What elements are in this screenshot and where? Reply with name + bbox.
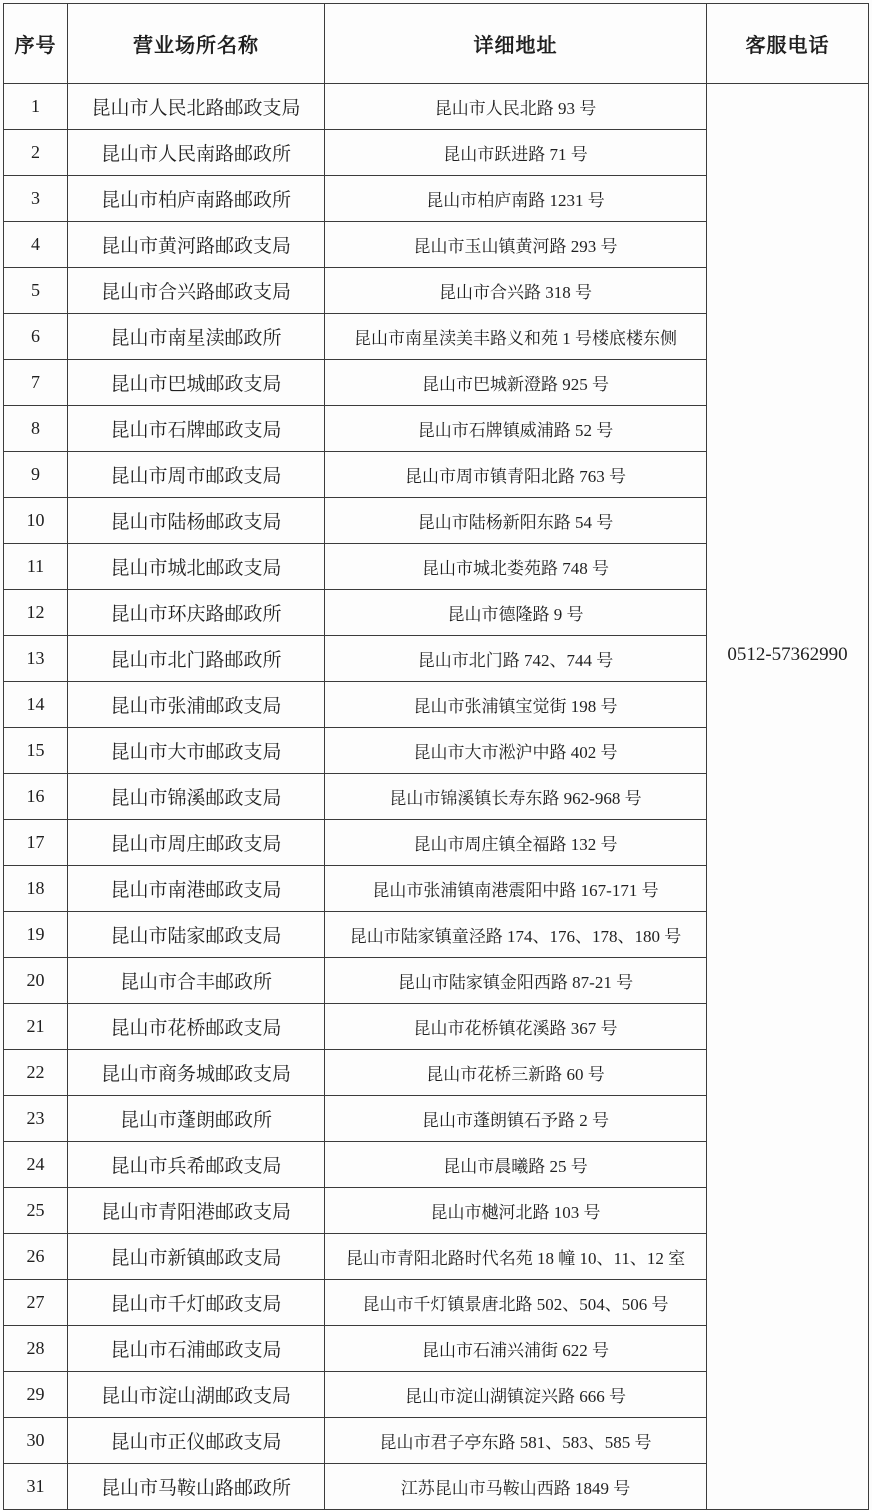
service-phone-cell — [707, 84, 869, 1510]
table-header — [4, 4, 869, 84]
office-name: 昆山市人民南路邮政所 — [68, 130, 325, 176]
header-serial-number: 序号 — [4, 4, 68, 84]
office-name: 昆山市柏庐南路邮政所 — [68, 176, 325, 222]
office-name: 昆山市陆家邮政支局 — [68, 912, 325, 958]
office-name: 昆山市正仪邮政支局 — [68, 1418, 325, 1464]
office-address: 昆山市青阳北路时代名苑 18 幢 10、11、12 室 — [325, 1234, 707, 1280]
office-name: 昆山市城北邮政支局 — [68, 544, 325, 590]
row-number: 21 — [4, 1004, 68, 1050]
office-name: 昆山市南星渎邮政所 — [68, 314, 325, 360]
row-number: 27 — [4, 1280, 68, 1326]
row-number: 20 — [4, 958, 68, 1004]
office-address: 昆山市蓬朗镇石予路 2 号 — [325, 1096, 707, 1142]
office-name: 昆山市石浦邮政支局 — [68, 1326, 325, 1372]
row-number: 10 — [4, 498, 68, 544]
office-name: 昆山市周市邮政支局 — [68, 452, 325, 498]
office-address: 昆山市跃进路 71 号 — [325, 130, 707, 176]
office-address: 昆山市周庄镇全福路 132 号 — [325, 820, 707, 866]
office-address: 昆山市巴城新澄路 925 号 — [325, 360, 707, 406]
office-address: 江苏昆山市马鞍山西路 1849 号 — [325, 1464, 707, 1510]
office-address: 昆山市花桥镇花溪路 367 号 — [325, 1004, 707, 1050]
office-name: 昆山市石牌邮政支局 — [68, 406, 325, 452]
office-name: 昆山市淀山湖邮政支局 — [68, 1372, 325, 1418]
row-number: 4 — [4, 222, 68, 268]
row-number: 26 — [4, 1234, 68, 1280]
row-number: 12 — [4, 590, 68, 636]
office-name: 昆山市张浦邮政支局 — [68, 682, 325, 728]
post-office-table — [3, 3, 869, 1510]
row-number: 17 — [4, 820, 68, 866]
office-address: 昆山市花桥三新路 60 号 — [325, 1050, 707, 1096]
office-address: 昆山市樾河北路 103 号 — [325, 1188, 707, 1234]
office-name: 昆山市周庄邮政支局 — [68, 820, 325, 866]
office-name: 昆山市马鞍山路邮政所 — [68, 1464, 325, 1510]
office-name: 昆山市北门路邮政所 — [68, 636, 325, 682]
office-address: 昆山市周市镇青阳北路 763 号 — [325, 452, 707, 498]
row-number: 18 — [4, 866, 68, 912]
office-address: 昆山市张浦镇宝觉街 198 号 — [325, 682, 707, 728]
row-number: 3 — [4, 176, 68, 222]
office-name: 昆山市兵希邮政支局 — [68, 1142, 325, 1188]
table-row — [4, 84, 869, 130]
row-number: 9 — [4, 452, 68, 498]
office-name: 昆山市人民北路邮政支局 — [68, 84, 325, 130]
row-number: 22 — [4, 1050, 68, 1096]
row-number: 19 — [4, 912, 68, 958]
office-address: 昆山市合兴路 318 号 — [325, 268, 707, 314]
office-name: 昆山市巴城邮政支局 — [68, 360, 325, 406]
office-address: 昆山市千灯镇景唐北路 502、504、506 号 — [325, 1280, 707, 1326]
row-number: 13 — [4, 636, 68, 682]
office-address: 昆山市石牌镇威浦路 52 号 — [325, 406, 707, 452]
office-address: 昆山市德隆路 9 号 — [325, 590, 707, 636]
row-number: 15 — [4, 728, 68, 774]
office-name: 昆山市南港邮政支局 — [68, 866, 325, 912]
row-number: 28 — [4, 1326, 68, 1372]
row-number: 7 — [4, 360, 68, 406]
office-name: 昆山市黄河路邮政支局 — [68, 222, 325, 268]
office-address: 昆山市淀山湖镇淀兴路 666 号 — [325, 1372, 707, 1418]
office-name: 昆山市大市邮政支局 — [68, 728, 325, 774]
row-number: 8 — [4, 406, 68, 452]
office-name: 昆山市千灯邮政支局 — [68, 1280, 325, 1326]
row-number: 31 — [4, 1464, 68, 1510]
office-name: 昆山市合丰邮政所 — [68, 958, 325, 1004]
row-number: 6 — [4, 314, 68, 360]
office-name: 昆山市合兴路邮政支局 — [68, 268, 325, 314]
office-address: 昆山市陆杨新阳东路 54 号 — [325, 498, 707, 544]
office-name: 昆山市陆杨邮政支局 — [68, 498, 325, 544]
office-name: 昆山市新镇邮政支局 — [68, 1234, 325, 1280]
row-number: 16 — [4, 774, 68, 820]
office-address: 昆山市晨曦路 25 号 — [325, 1142, 707, 1188]
row-number: 1 — [4, 84, 68, 130]
office-address: 昆山市君子亭东路 581、583、585 号 — [325, 1418, 707, 1464]
row-number: 23 — [4, 1096, 68, 1142]
office-name: 昆山市青阳港邮政支局 — [68, 1188, 325, 1234]
office-address: 昆山市北门路 742、744 号 — [325, 636, 707, 682]
row-number: 30 — [4, 1418, 68, 1464]
row-number: 29 — [4, 1372, 68, 1418]
office-address: 昆山市张浦镇南港震阳中路 167-171 号 — [325, 866, 707, 912]
office-address: 昆山市城北娄苑路 748 号 — [325, 544, 707, 590]
office-address: 昆山市人民北路 93 号 — [325, 84, 707, 130]
table-body — [4, 84, 869, 1510]
office-name: 昆山市蓬朗邮政所 — [68, 1096, 325, 1142]
office-address: 昆山市陆家镇金阳西路 87-21 号 — [325, 958, 707, 1004]
office-address: 昆山市玉山镇黄河路 293 号 — [325, 222, 707, 268]
office-name: 昆山市花桥邮政支局 — [68, 1004, 325, 1050]
office-name: 昆山市环庆路邮政所 — [68, 590, 325, 636]
row-number: 25 — [4, 1188, 68, 1234]
row-number: 2 — [4, 130, 68, 176]
office-address: 昆山市陆家镇童泾路 174、176、178、180 号 — [325, 912, 707, 958]
row-number: 11 — [4, 544, 68, 590]
office-name: 昆山市锦溪邮政支局 — [68, 774, 325, 820]
office-address: 昆山市锦溪镇长寿东路 962-968 号 — [325, 774, 707, 820]
header-office-name: 营业场所名称 — [68, 4, 325, 84]
office-address: 昆山市南星渎美丰路义和苑 1 号楼底楼东侧 — [325, 314, 707, 360]
header-row — [4, 4, 869, 84]
service-phone-number: 0512-57362990 — [727, 644, 848, 665]
office-address: 昆山市石浦兴浦街 622 号 — [325, 1326, 707, 1372]
row-number: 14 — [4, 682, 68, 728]
row-number: 24 — [4, 1142, 68, 1188]
office-name: 昆山市商务城邮政支局 — [68, 1050, 325, 1096]
office-address: 昆山市柏庐南路 1231 号 — [325, 176, 707, 222]
office-address: 昆山市大市淞沪中路 402 号 — [325, 728, 707, 774]
header-service-phone: 客服电话 — [707, 4, 869, 84]
header-address: 详细地址 — [325, 4, 707, 84]
row-number: 5 — [4, 268, 68, 314]
